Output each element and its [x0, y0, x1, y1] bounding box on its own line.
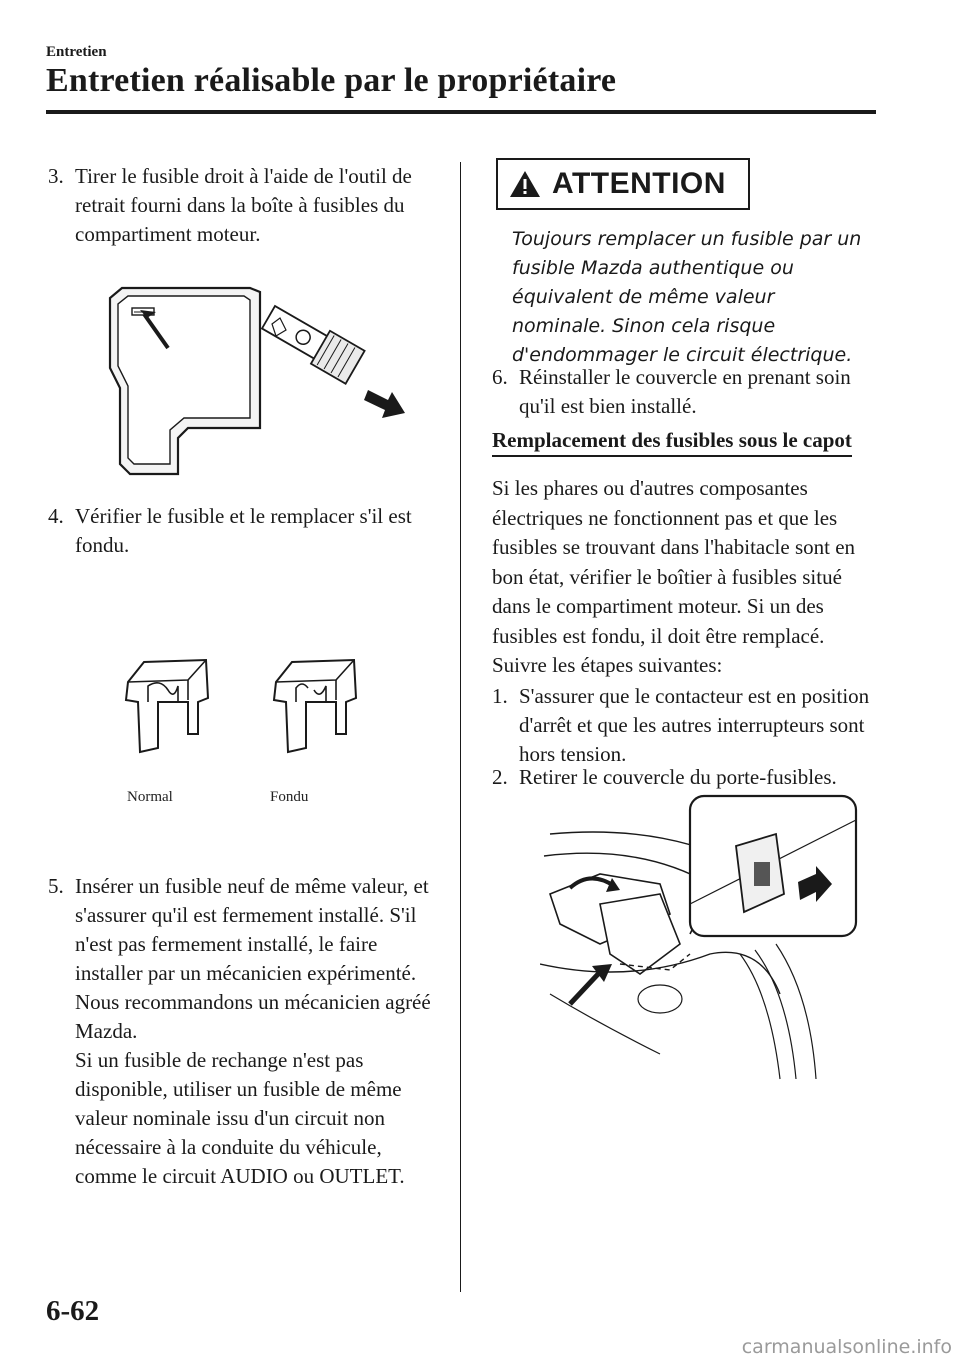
- step-number: 5.: [48, 874, 64, 898]
- attention-text: Toujours remplacer un fusible par un fusible Mazda authentique ou équivalent de même valeur nominale. Sinon cela risque d'endommager le circuit électrique.: [512, 228, 862, 366]
- engine-compartment-illustration: [540, 794, 860, 1084]
- title-divider: [46, 110, 876, 114]
- page-number: 6-62: [46, 1295, 100, 1327]
- step-5: [48, 872, 438, 1191]
- fuse-caption-normal: Normal: [127, 789, 173, 805]
- step-5-paragraph-2: Si un fusible de rechange n'est pas disponible, utiliser un fusible de même valeur nominale issu d'un circuit non nécessaire à la conduite du véhicule, comme le circuit AUDIO ou OUTLET.: [75, 1048, 405, 1188]
- step-1: [492, 682, 872, 769]
- normal-fuse-illustration: [118, 656, 214, 760]
- attention-box: [496, 158, 750, 210]
- warning-triangle-icon: [508, 169, 542, 199]
- attention-label: ATTENTION: [552, 167, 726, 200]
- page-title: Entretien réalisable par le propriétaire: [46, 62, 617, 99]
- section-label: Entretien: [46, 44, 107, 60]
- step-text: [48, 872, 438, 1191]
- step-number: 6.: [492, 365, 508, 389]
- column-divider: [460, 162, 461, 1292]
- fuse-box-illustration: [100, 278, 420, 488]
- step-number: 2.: [492, 765, 508, 789]
- step-3: [48, 162, 438, 249]
- fuse-caption-blown: Fondu: [270, 789, 309, 805]
- step-text: S'assurer que le contacteur est en position d'arrêt et que les autres interrupteurs sont hors tension.: [519, 684, 870, 766]
- step-number: 4.: [48, 504, 64, 528]
- blown-fuse-illustration: [266, 656, 362, 760]
- step-2: [492, 763, 872, 792]
- step-number: 3.: [48, 164, 64, 188]
- subheading: Remplacement des fusibles sous le capot: [492, 428, 852, 457]
- step-text: Réinstaller le couvercle en prenant soin qu'il est bien installé.: [519, 365, 851, 418]
- watermark: carmanualsonline.info: [741, 1336, 952, 1358]
- intro-paragraph: Si les phares ou d'autres composantes électriques ne fonctionnent pas et que les fusibles se trouvant dans l'habitacle sont en bon état, vérifier le boîtier à fusibles situé dans le compartiment moteur. Si un des fusibles est fondu, il doit être remplacé. Suivre les étapes suivantes:: [492, 476, 856, 677]
- step-text: Tirer le fusible droit à l'aide de l'outil de retrait fourni dans la boîte à fusibles du compartiment moteur.: [75, 164, 412, 246]
- step-6: [492, 363, 872, 421]
- step-text: Vérifier le fusible et le remplacer s'il est fondu.: [75, 504, 412, 557]
- step-4: [48, 502, 438, 560]
- step-text: Retirer le couvercle du porte-fusibles.: [519, 765, 837, 789]
- step-5-paragraph-1: Insérer un fusible neuf de même valeur, et s'assurer qu'il est fermement installé. S'il n'est pas fermement installé, le faire installer par un mécanicien expérimenté. Nous recommandons un mécanicien agréé Mazda.: [75, 874, 431, 1043]
- step-number: 1.: [492, 684, 508, 708]
